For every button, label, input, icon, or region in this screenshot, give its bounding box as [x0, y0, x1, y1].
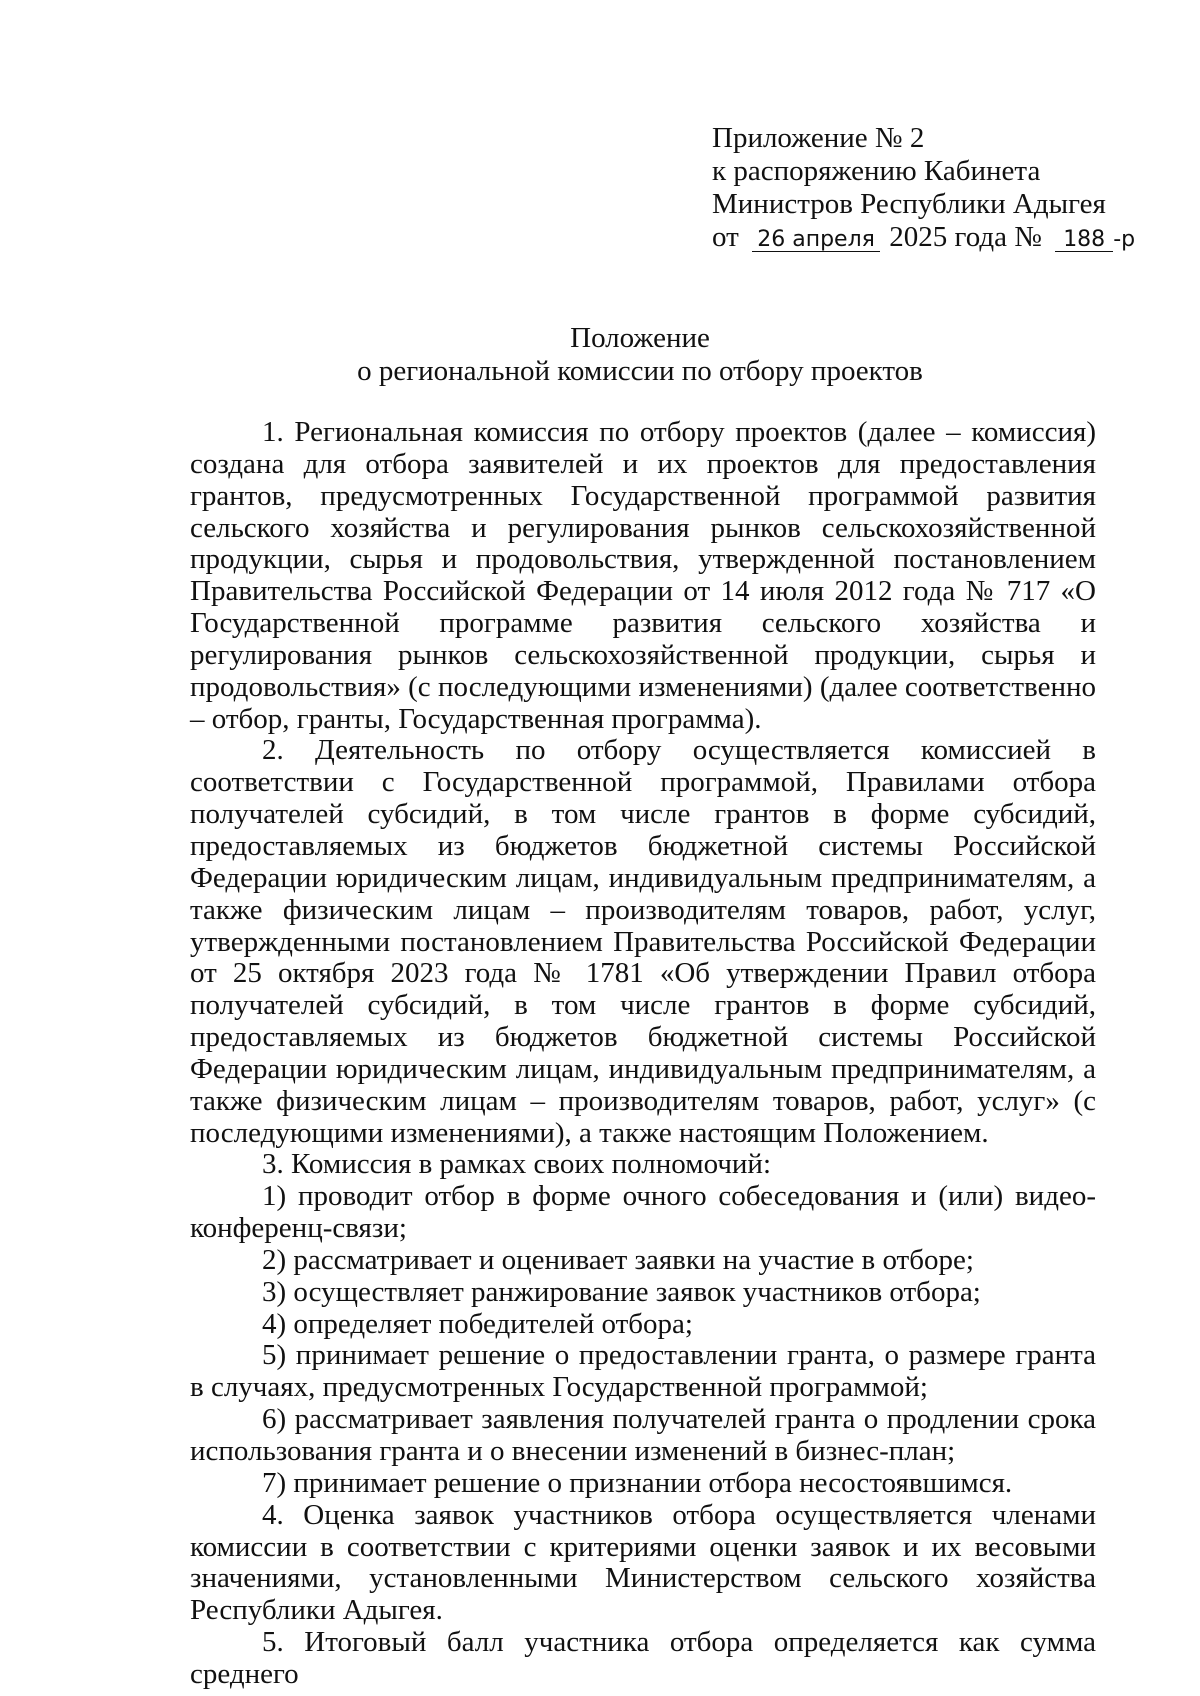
handwritten-date: 26 апреля	[752, 229, 880, 252]
list-item-3: 3) осуществляет ранжирование заявок участников отбора;	[262, 1275, 981, 1308]
paragraph-3: 3. Комиссия в рамках своих полномочий:	[262, 1148, 772, 1181]
list-item-4: 4) определяет победителей отбора;	[262, 1307, 693, 1340]
appendix-date-line	[712, 221, 1136, 256]
list-item-5: 5) принимает решение о предоставлении гранта, о размере гранта в случаях, предусмотренных Государственной программой;	[190, 1339, 1096, 1404]
document-body	[190, 417, 1096, 1691]
appendix-reference: к распоряжению Кабинета	[712, 155, 1041, 187]
date-prefix: от	[712, 221, 739, 253]
handwritten-number: 188	[1055, 229, 1113, 252]
list-item-6: 6) рассматривает заявления получателей гранта о продлении срока использования гранта и о внесении изменений в бизнес-план;	[190, 1403, 1096, 1467]
document-subtitle: о региональной комиссии по отбору проектов	[357, 355, 923, 387]
list-item-1: 1) проводит отбор в форме очного собеседования и (или) видео-конференц-связи;	[190, 1180, 1096, 1245]
paragraph-2: 2. Деятельность по отбору осуществляется комиссией в соответствии с Государственной программой, Правилами отбора получателей субсидий, в том числе грантов в форме субсидий, предоставляемых из бюджетов бюджетной системы Российской Федерации юридическим лицам, индивидуальным предпринимателям, а также физическим лицам – производителям товаров, работ, услуг, утвержденными постановлением Правительства Российской Федерации от 25 октября 2023 года № 1781 «Об утверждении Правил отбора получателей субсидий, в том числе грантов в форме субсидий, предоставляемых из бюджетов бюджетной системы Российской Федерации юридическим лицам, индивидуальным предпринимателям, а также физическим лицам – производителям товаров, работ, услуг» (с последующими изменениями), а также настоящим Положением.	[190, 734, 1096, 1149]
appendix-authority: Министров Республики Адыгея	[712, 188, 1106, 220]
list-item-7: 7) принимает решение о признании отбора несостоявшимся.	[262, 1466, 1013, 1499]
appendix-header	[712, 122, 1136, 256]
appendix-number: Приложение № 2	[712, 122, 925, 154]
document-title: Положение	[570, 322, 710, 354]
paragraph-1: 1. Региональная комиссия по отбору проектов (далее – комиссия) создана для отбора заявителей и их проектов для предоставления грантов, предусмотренных Государственной программой развития сельского хозяйства и регулирования рынков сельскохозяйственной продукции, сырья и продовольствия, утвержденной постановлением Правительства Российской Федерации от 14 июля 2012 года № 717 «О Государственной программе развития сельского хозяйства и регулирования рынков сельскохозяйственной продукции, сырья и продовольствия» (с последующими изменениями) (далее соответственно – отбор, гранты, Государственная программа).	[190, 416, 1096, 735]
paragraph-4: 4. Оценка заявок участников отбора осуществляется членами комиссии в соответствии с критериями оценки заявок и их весовыми значениями, установленными Министерством сельского хозяйства Республики Адыгея.	[190, 1498, 1096, 1627]
list-item-2: 2) рассматривает и оценивает заявки на участие в отборе;	[262, 1243, 974, 1276]
paragraph-5: 5. Итоговый балл участника отбора определяется как сумма среднего	[190, 1626, 1096, 1690]
number-suffix: -р	[1113, 227, 1136, 252]
year-text: 2025 года №	[889, 221, 1042, 253]
